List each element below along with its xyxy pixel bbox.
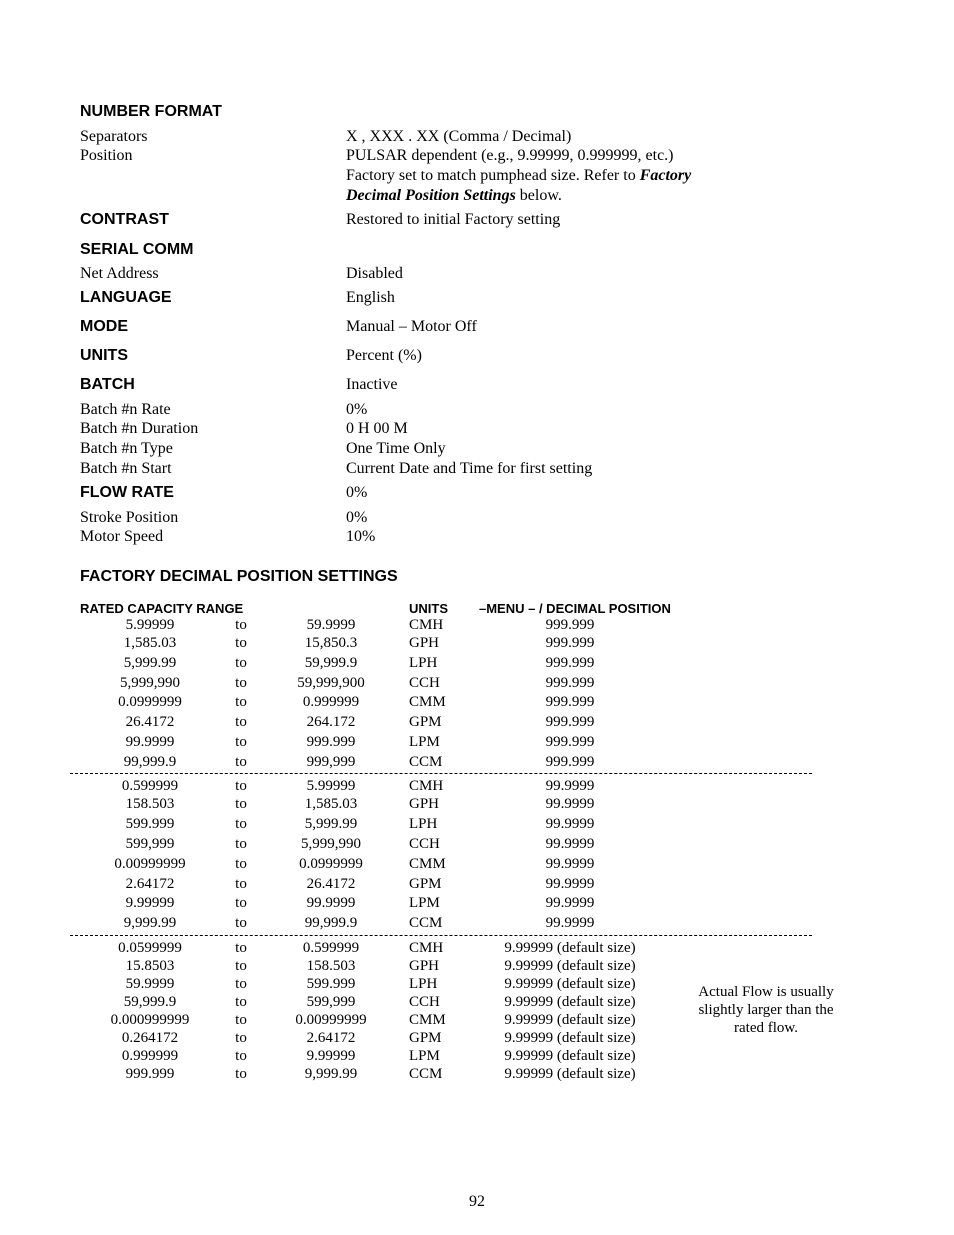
cell-unit: GPH (409, 635, 440, 651)
cell-range-to-word: to (235, 796, 247, 812)
cell-range-to-word: to (235, 1030, 247, 1046)
batch-type-value: One Time Only (346, 440, 446, 457)
cell-range-to-word: to (235, 1066, 247, 1082)
cell-range-to: 0.999999 (302, 694, 360, 710)
position-value-tail: below. (515, 187, 562, 204)
cell-range-to-word: to (235, 876, 247, 892)
cell-range-from: 0.999999 (121, 1048, 179, 1064)
stroke-position-label: Stroke Position (80, 509, 179, 526)
cell-range-from: 5,999,990 (120, 675, 180, 691)
cell-range-to: 99.9999 (306, 895, 356, 911)
cell-decimal-position: 99.9999 (545, 895, 595, 911)
cell-range-from: 0.00999999 (114, 856, 186, 872)
batch-rate-value: 0% (346, 401, 368, 418)
col-rated-capacity-range: RATED CAPACITY RANGE (80, 601, 244, 616)
batch-start-label: Batch #n Start (80, 460, 172, 477)
cell-range-to-word: to (235, 754, 247, 770)
batch-value: Inactive (346, 376, 398, 393)
cell-range-to: 9.99999 (306, 1048, 356, 1064)
cell-range-to: 26.4172 (306, 876, 356, 892)
cell-range-from: 15.8503 (125, 958, 175, 974)
cell-range-to-word: to (235, 915, 247, 931)
col-menu-decimal-position: –MENU – / DECIMAL POSITION (479, 601, 671, 616)
cell-unit: CMH (409, 778, 444, 794)
units-value: Percent (%) (346, 347, 422, 364)
factory-settings-heading: FACTORY DECIMAL POSITION SETTINGS (80, 568, 398, 585)
stroke-position-value: 0% (346, 509, 368, 526)
cell-range-to-word: to (235, 1048, 247, 1064)
cell-range-from: 0.0599999 (118, 940, 182, 956)
cell-range-to: 59.9999 (306, 617, 356, 633)
cell-decimal-position: 999.999 (545, 734, 595, 750)
motor-speed-label: Motor Speed (80, 528, 164, 545)
cell-range-to: 0.00999999 (295, 1012, 367, 1028)
cell-range-from: 158.503 (125, 796, 175, 812)
contrast-value: Restored to initial Factory setting (346, 211, 561, 228)
position-value-line-2 (346, 167, 691, 185)
cell-range-to: 0.0999999 (299, 856, 363, 872)
mode-heading: MODE (80, 318, 128, 335)
cell-range-from: 59.9999 (125, 976, 175, 992)
cell-unit: CMM (409, 1012, 446, 1028)
cell-unit: LPH (409, 976, 438, 992)
cell-range-to: 599,999 (306, 994, 356, 1010)
cell-range-from: 0.599999 (121, 778, 179, 794)
cell-range-to-word: to (235, 714, 247, 730)
cell-range-from: 599.999 (125, 816, 175, 832)
cell-unit: LPM (409, 895, 440, 911)
cell-unit: CCM (409, 754, 443, 770)
cell-range-to: 599.999 (306, 976, 356, 992)
cell-range-to: 2.64172 (306, 1030, 356, 1046)
cell-decimal-position: 99.9999 (545, 856, 595, 872)
cell-decimal-position: 9.99999 (default size) (504, 1012, 636, 1028)
net-address-label: Net Address (80, 265, 159, 282)
cell-range-to-word: to (235, 895, 247, 911)
cell-range-to: 9,999.99 (304, 1066, 358, 1082)
position-value-line-1: PULSAR dependent (e.g., 9.99999, 0.999999, etc.) (346, 147, 674, 164)
cell-range-to: 5,999,990 (301, 836, 361, 852)
cell-unit: CMH (409, 617, 444, 633)
cell-unit: GPM (409, 714, 442, 730)
cell-range-to-word: to (235, 816, 247, 832)
mode-value: Manual – Motor Off (346, 318, 477, 335)
cell-range-from: 999.999 (125, 1066, 175, 1082)
cell-unit: CCH (409, 836, 440, 852)
net-address-value: Disabled (346, 265, 403, 282)
cell-range-to: 1,585.03 (304, 796, 358, 812)
cell-range-from: 59,999.9 (123, 994, 177, 1010)
cell-decimal-position: 9.99999 (default size) (504, 976, 636, 992)
cell-range-from: 5.99999 (125, 617, 175, 633)
cell-unit: LPH (409, 816, 438, 832)
cell-unit: LPM (409, 734, 440, 750)
position-value-line-3 (346, 187, 562, 205)
cell-unit: GPM (409, 1030, 442, 1046)
cell-decimal-position: 99.9999 (545, 915, 595, 931)
cell-decimal-position: 99.9999 (545, 836, 595, 852)
cell-decimal-position: 9.99999 (default size) (504, 940, 636, 956)
cell-range-to-word: to (235, 617, 247, 633)
batch-type-label: Batch #n Type (80, 440, 173, 457)
cell-unit: CCM (409, 1066, 443, 1082)
number-format-heading: NUMBER FORMAT (80, 103, 222, 120)
position-value-text: Factory set to match pumphead size. Refer to (346, 167, 640, 184)
cell-range-to-word: to (235, 958, 247, 974)
cell-decimal-position: 999.999 (545, 635, 595, 651)
cell-range-from: 0.000999999 (110, 1012, 190, 1028)
cell-decimal-position: 9.99999 (default size) (504, 1066, 636, 1082)
actual-flow-note: Actual Flow is usually slightly larger than the rated flow. (698, 984, 834, 1036)
cell-decimal-position: 9.99999 (default size) (504, 1030, 636, 1046)
cell-range-to-word: to (235, 976, 247, 992)
cell-unit: CCM (409, 915, 443, 931)
cell-range-to: 5.99999 (306, 778, 356, 794)
cell-range-to-word: to (235, 836, 247, 852)
cell-range-to-word: to (235, 635, 247, 651)
cell-unit: GPH (409, 958, 440, 974)
cell-range-to-word: to (235, 655, 247, 671)
cell-range-from: 0.0999999 (118, 694, 182, 710)
cell-range-to-word: to (235, 675, 247, 691)
cell-unit: CMM (409, 694, 446, 710)
cell-decimal-position: 999.999 (545, 694, 595, 710)
cell-range-to-word: to (235, 856, 247, 872)
batch-rate-label: Batch #n Rate (80, 401, 171, 418)
cell-range-to-word: to (235, 694, 247, 710)
position-value-ref-2: Decimal Position Settings (346, 187, 516, 204)
col-units: UNITS (409, 601, 448, 616)
cell-decimal-position: 99.9999 (545, 778, 595, 794)
batch-duration-value: 0 H 00 M (346, 420, 408, 437)
cell-unit: LPM (409, 1048, 440, 1064)
cell-range-from: 99,999.9 (123, 754, 177, 770)
cell-decimal-position: 999.999 (545, 675, 595, 691)
cell-range-to: 5,999.99 (304, 816, 358, 832)
cell-range-to: 999.999 (306, 734, 356, 750)
cell-range-to: 0.599999 (302, 940, 360, 956)
batch-start-value: Current Date and Time for first setting (346, 460, 593, 477)
cell-range-to: 59,999,900 (297, 675, 365, 691)
cell-range-from: 599,999 (125, 836, 175, 852)
cell-range-from: 26.4172 (125, 714, 175, 730)
position-value-ref: Factory (639, 167, 692, 184)
language-value: English (346, 289, 395, 306)
cell-decimal-position: 999.999 (545, 714, 595, 730)
batch-heading: BATCH (80, 376, 135, 393)
cell-range-to: 999,999 (306, 754, 356, 770)
cell-range-to: 59,999.9 (304, 655, 358, 671)
cell-decimal-position: 99.9999 (545, 876, 595, 892)
cell-range-from: 9.99999 (125, 895, 175, 911)
cell-range-to-word: to (235, 1012, 247, 1028)
position-label: Position (80, 147, 133, 164)
cell-range-to-word: to (235, 734, 247, 750)
cell-unit: CCH (409, 675, 440, 691)
cell-unit: GPM (409, 876, 442, 892)
separators-value: X , XXX . XX (Comma / Decimal) (346, 128, 572, 145)
cell-unit: CMH (409, 940, 444, 956)
cell-range-to-word: to (235, 940, 247, 956)
cell-decimal-position: 9.99999 (default size) (504, 1048, 636, 1064)
cell-unit: CCH (409, 994, 440, 1010)
cell-range-from: 1,585.03 (123, 635, 177, 651)
batch-duration-label: Batch #n Duration (80, 420, 199, 437)
serial-comm-heading: SERIAL COMM (80, 241, 194, 258)
units-heading: UNITS (80, 347, 128, 364)
cell-range-from: 0.264172 (121, 1030, 179, 1046)
cell-decimal-position: 9.99999 (default size) (504, 958, 636, 974)
cell-range-from: 9,999.99 (123, 915, 177, 931)
cell-range-to-word: to (235, 994, 247, 1010)
cell-unit: LPH (409, 655, 438, 671)
cell-range-from: 99.9999 (125, 734, 175, 750)
page-number: 92 (469, 1193, 485, 1210)
cell-decimal-position: 9.99999 (default size) (504, 994, 636, 1010)
contrast-heading: CONTRAST (80, 211, 169, 228)
cell-range-from: 5,999.99 (123, 655, 177, 671)
cell-decimal-position: 99.9999 (545, 816, 595, 832)
cell-decimal-position: 99.9999 (545, 796, 595, 812)
cell-range-to: 99,999.9 (304, 915, 358, 931)
cell-range-to: 15,850.3 (304, 635, 358, 651)
cell-decimal-position: 999.999 (545, 754, 595, 770)
cell-range-to: 264.172 (306, 714, 356, 730)
motor-speed-value: 10% (346, 528, 376, 545)
separators-label: Separators (80, 128, 148, 145)
flow-rate-value: 0% (346, 484, 368, 501)
group-divider (70, 935, 812, 936)
language-heading: LANGUAGE (80, 289, 172, 306)
cell-range-from: 2.64172 (125, 876, 175, 892)
flow-rate-heading: FLOW RATE (80, 484, 174, 501)
group-divider (70, 773, 812, 774)
cell-range-to-word: to (235, 778, 247, 794)
cell-decimal-position: 999.999 (545, 655, 595, 671)
cell-unit: GPH (409, 796, 440, 812)
cell-unit: CMM (409, 856, 446, 872)
cell-decimal-position: 999.999 (545, 617, 595, 633)
cell-range-to: 158.503 (306, 958, 356, 974)
